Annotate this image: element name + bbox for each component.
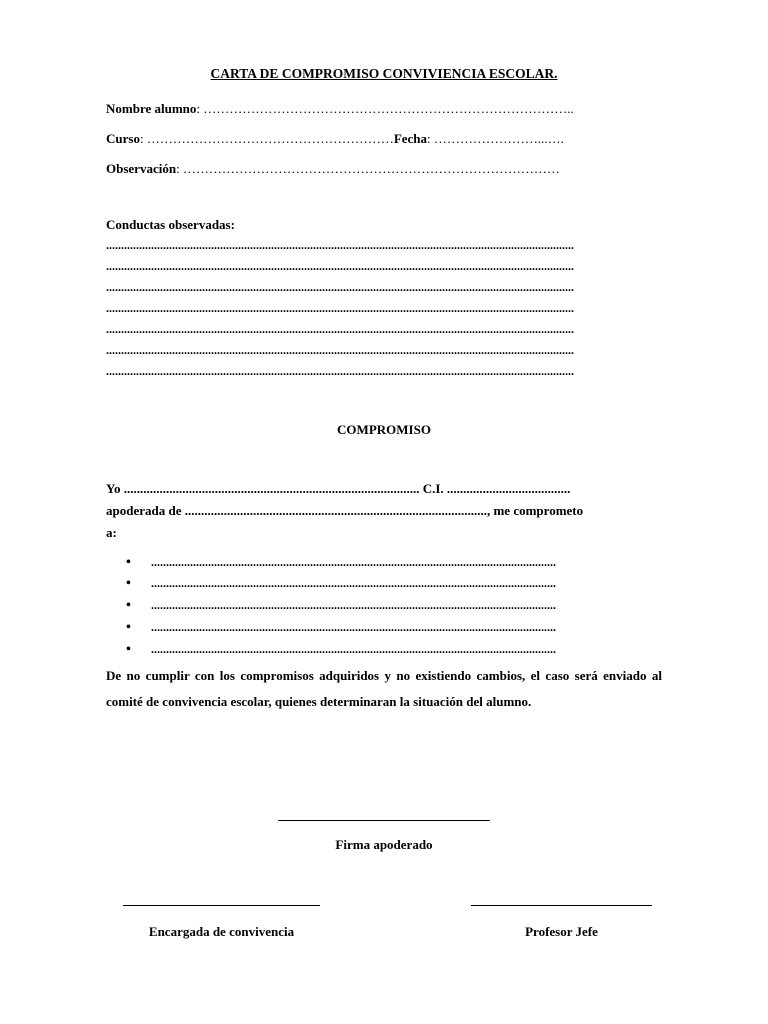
fecha-label: Fecha <box>393 131 428 146</box>
closing-paragraph: De no cumplir con los compromisos adquiridos y no existiendo cambios, el caso será enviado al comité de convivencia escolar, quienes determinaran la situación del alumno. <box>106 668 662 709</box>
curso-label: Curso <box>106 131 140 146</box>
bullet-icon: • <box>126 598 131 613</box>
conductas-line: ............................................................................................................................................................ <box>106 259 574 273</box>
apoderada-line: apoderada de ............................................................................................., me comprometo <box>106 503 584 518</box>
nombre-alumno-field <box>106 101 574 117</box>
compromiso-bullet-item: • ....................................................................................................................................... <box>126 642 556 657</box>
yo-ci-line: Yo ........................................................................................... C.I. ...................................... <box>106 481 571 496</box>
bullet-icon: • <box>126 576 131 591</box>
bullet-icon: • <box>126 620 131 635</box>
conductas-line: ............................................................................................................................................................ <box>106 343 574 357</box>
curso-fecha-field <box>106 131 564 147</box>
encargada-signature-line <box>123 905 320 906</box>
document-title: CARTA DE COMPROMISO CONVIVIENCIA ESCOLAR. <box>210 66 558 81</box>
compromiso-bullet-item: • ....................................................................................................................................... <box>126 555 556 570</box>
bullet-icon: • <box>126 555 131 570</box>
observacion-field <box>106 161 560 177</box>
bullet-icon: • <box>126 642 131 657</box>
compromiso-bullet-item: • ....................................................................................................................................... <box>126 576 556 591</box>
compromiso-heading: COMPROMISO <box>337 422 431 437</box>
conductas-line: ............................................................................................................................................................ <box>106 280 574 294</box>
curso-blank: : ………………………………………………… <box>139 131 394 146</box>
conductas-line: ............................................................................................................................................................ <box>106 301 574 315</box>
firma-apoderado-label: Firma apoderado <box>335 837 433 852</box>
nombre-alumno-label: Nombre alumno <box>106 101 197 116</box>
firma-apoderado-line <box>278 820 490 821</box>
encargada-label: Encargada de convivencia <box>148 924 295 939</box>
profesor-signature-line <box>471 905 652 906</box>
profesor-label: Profesor Jefe <box>525 924 598 939</box>
conductas-label: Conductas observadas: <box>106 217 235 232</box>
a-line: a: <box>106 525 117 540</box>
observacion-blank: : …………………………………………………………………………… <box>176 161 560 176</box>
nombre-alumno-blank: : ………………………………………………………………………….. <box>196 101 574 116</box>
conductas-line: ............................................................................................................................................................ <box>106 238 574 252</box>
conductas-line: ............................................................................................................................................................ <box>106 364 574 378</box>
compromiso-bullet-item: • ....................................................................................................................................... <box>126 620 556 635</box>
fecha-blank: : ……………………...…. <box>427 131 564 146</box>
conductas-line: ............................................................................................................................................................ <box>106 322 574 336</box>
compromiso-bullet-item: • ....................................................................................................................................... <box>126 598 556 613</box>
observacion-label: Observación <box>106 161 177 176</box>
